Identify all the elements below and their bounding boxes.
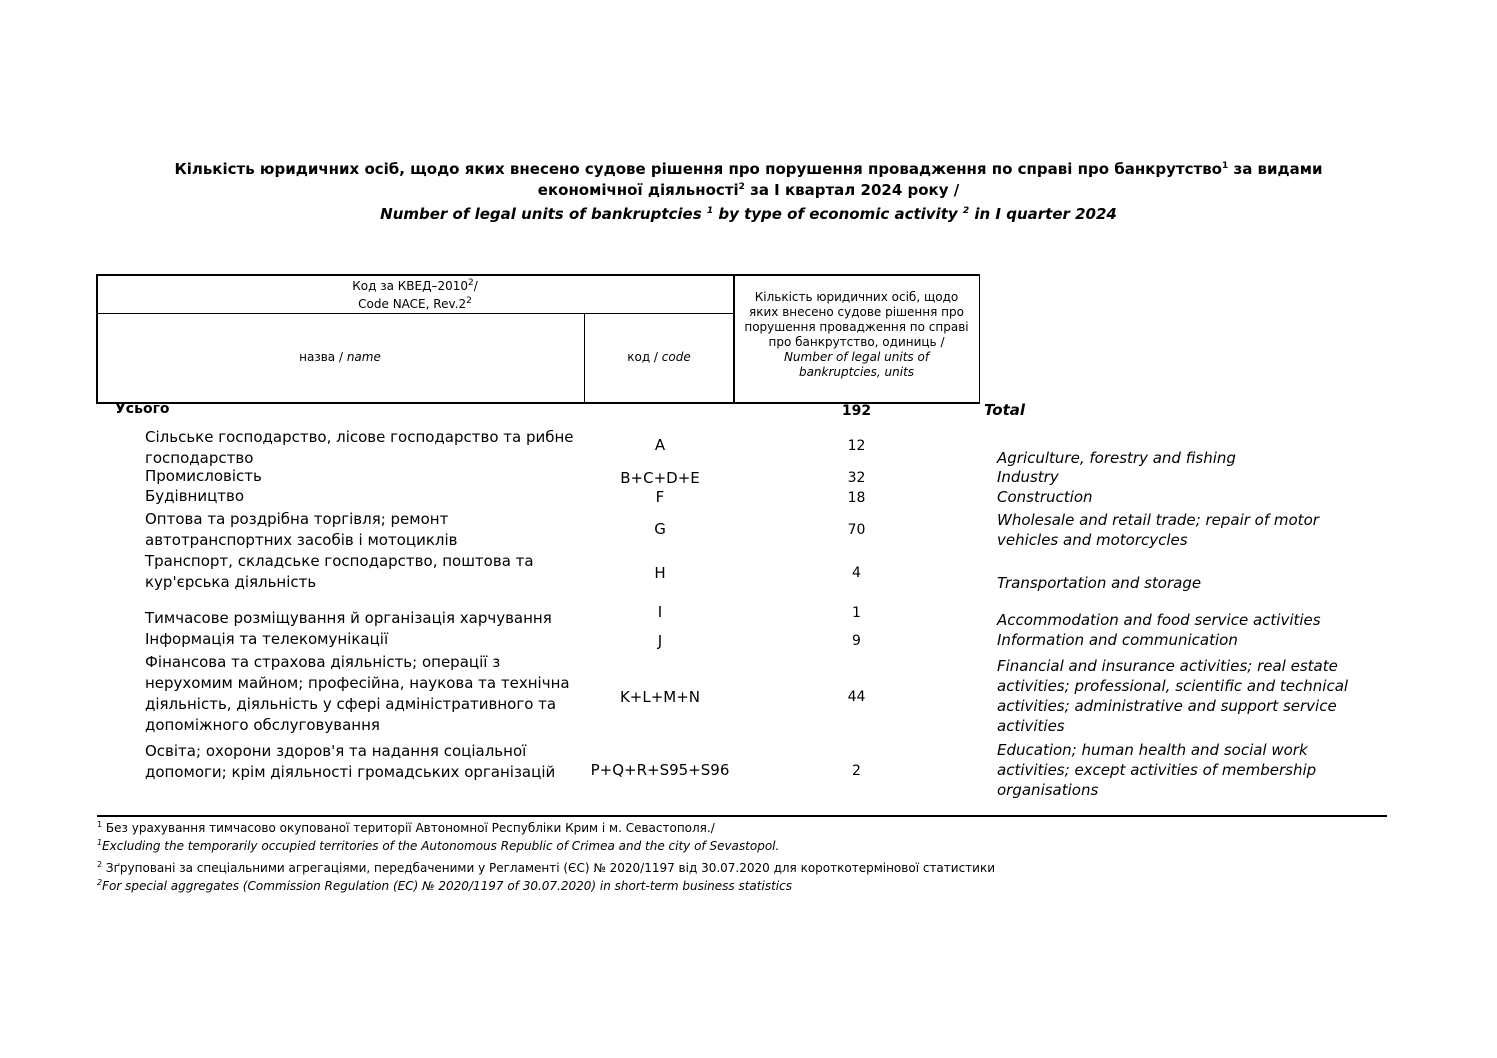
activity-name-ua-line: Фінансова та страхова діяльність; операції з bbox=[145, 653, 501, 671]
activity-name-en-line: Agriculture, forestry and fishing bbox=[997, 449, 1236, 467]
activity-name-en-line: activities; except activities of membership bbox=[997, 761, 1317, 779]
header-divider-horizontal bbox=[96, 313, 734, 314]
activity-name-ua-line: Оптова та роздрібна торгівля; ремонт bbox=[145, 510, 449, 528]
activity-name-ua bbox=[145, 608, 585, 629]
nace-code: B+C+D+E bbox=[620, 469, 700, 487]
nace-code: I bbox=[657, 603, 663, 621]
activity-name-en bbox=[997, 740, 1377, 800]
activity-name-en-line: Wholesale and retail trade; repair of motor bbox=[997, 511, 1319, 529]
activity-name-ua-line: діяльність, діяльність у сфері адміністративного та bbox=[145, 695, 557, 713]
activity-name-en bbox=[997, 656, 1377, 736]
activity-name-en-line: Information and communication bbox=[997, 631, 1238, 649]
activity-name-ua-line: нерухомим майном; професійна, наукова та технічна bbox=[145, 674, 570, 692]
activity-name-ua-line: Транспорт, складське господарство, поштова та bbox=[145, 552, 534, 570]
activity-name-en-line: Construction bbox=[997, 488, 1093, 506]
nace-code: H bbox=[654, 564, 666, 582]
activity-name-ua-line: Освіта; охорони здоров'я та надання соціальної bbox=[145, 742, 527, 760]
bankruptcy-count: 1 bbox=[852, 605, 861, 621]
activity-name-en-line: Education; human health and social work bbox=[997, 741, 1308, 759]
activity-name-en bbox=[997, 448, 1377, 468]
title-line-ua-2: економічної діяльності$^2$ за I квартал 2024 року / bbox=[537, 181, 960, 199]
activity-name-ua-line: Тимчасове розміщування й організація харчування bbox=[145, 609, 552, 627]
activity-name-en-line: Transportation and storage bbox=[997, 574, 1202, 592]
activity-name-ua-line: автотранспортних засобів і мотоциклів bbox=[145, 531, 458, 549]
header-name: назва / name bbox=[299, 350, 381, 364]
bottom-rule bbox=[97, 815, 1387, 817]
activity-name-ua bbox=[145, 551, 585, 593]
activity-name-ua-line: допомоги; крім діяльності громадських організацій bbox=[145, 763, 556, 781]
title-line-en: Number of legal units of bankruptcies $^1$ by type of economic activity $^2$ in I quarter 2024 bbox=[380, 205, 1117, 223]
activity-name-ua-line: Інформація та телекомунікації bbox=[145, 630, 389, 648]
activity-name-ua-line: кур'єрська діяльність bbox=[145, 573, 317, 591]
activity-name-en bbox=[997, 573, 1377, 593]
activity-name-en bbox=[997, 510, 1377, 550]
header-code: код / code bbox=[627, 350, 691, 364]
activity-name-en bbox=[997, 630, 1377, 650]
header-nace-code: Код за КВЕД–2010$^2$/ Code NACE, $Rev.2^2$ bbox=[352, 278, 478, 311]
activity-name-ua bbox=[145, 486, 585, 507]
nace-code: G bbox=[654, 520, 666, 538]
activity-name-en-line: activities bbox=[997, 717, 1065, 735]
activity-name-en bbox=[997, 610, 1377, 630]
bankruptcy-count: 12 bbox=[847, 438, 866, 454]
activity-name-ua bbox=[145, 652, 585, 736]
nace-code: P+Q+R+S95+S96 bbox=[590, 761, 730, 779]
footnote-1-en: $^1$Excluding the temporarily occupied territories of the Autonomous Republic of Crimea and the city of Sevastopol. bbox=[97, 838, 780, 853]
bankruptcy-count: 2 bbox=[852, 763, 861, 779]
activity-name-ua-line: Будівництво bbox=[145, 487, 245, 505]
activity-name-ua-line: Сільське господарство, лісове господарство та рибне bbox=[145, 428, 574, 446]
activity-name-en-line: vehicles and motorcycles bbox=[997, 531, 1188, 549]
activity-name-en-line: Accommodation and food service activities bbox=[997, 611, 1321, 629]
bankruptcy-count: 70 bbox=[847, 522, 866, 538]
activity-name-en-line: Financial and insurance activities; real estate bbox=[997, 657, 1338, 675]
total-label-en: Total bbox=[984, 401, 1026, 419]
activity-name-ua-line: Промисловість bbox=[145, 467, 262, 485]
total-label-ua: Усього bbox=[115, 401, 170, 417]
header-count: Кількість юридичних осіб, щодо яких внесено судове рішення про порушення провадження по справі про банкрутство, одиниць / Number of legal units of bankruptcies, units bbox=[744, 290, 969, 379]
footnote-2-ua: $^2$ Зґруповані за спеціальними агрегаціями, передбаченими у Регламенті (ЄС) № 2020/1197 від 30.07.2020 для короткотермінової статистики bbox=[97, 860, 996, 875]
nace-code: A bbox=[654, 436, 666, 454]
nace-code: F bbox=[655, 488, 665, 506]
footnote-1-ua: $^1$ Без урахування тимчасово окупованої території Автономної Республіки Крим і м. Севастополя./ bbox=[97, 820, 715, 835]
footnote-2-en: $^2$For special aggregates (Commission Regulation (EC) № 2020/1197 of 30.07.2020) in short-term business statistics bbox=[97, 878, 792, 893]
bankruptcy-count: 18 bbox=[847, 490, 866, 506]
activity-name-en-line: organisations bbox=[997, 781, 1099, 799]
activity-name-ua-line: господарство bbox=[145, 449, 254, 467]
activity-name-ua bbox=[145, 466, 585, 487]
activity-name-en-line: activities; administrative and support service bbox=[997, 697, 1337, 715]
activity-name-ua bbox=[145, 427, 585, 469]
bankruptcy-count: 32 bbox=[847, 470, 866, 486]
activity-name-ua bbox=[145, 741, 585, 783]
nace-code: J bbox=[657, 632, 663, 650]
activity-name-en-line: activities; professional, scientific and technical bbox=[997, 677, 1349, 695]
activity-name-ua bbox=[145, 629, 585, 650]
bankruptcy-count: 4 bbox=[852, 565, 861, 581]
activity-name-en bbox=[997, 467, 1377, 487]
total-value: 192 bbox=[841, 403, 872, 419]
nace-code: K+L+M+N bbox=[619, 688, 701, 706]
activity-name-en-line: Industry bbox=[997, 468, 1059, 486]
title-line-ua-1: Кількість юридичних осіб, щодо яких внесено судове рішення про порушення провадження по справі про банкрутство$^1$ за видами bbox=[174, 160, 1323, 178]
bankruptcy-count: 44 bbox=[847, 689, 866, 705]
bankruptcy-count: 9 bbox=[852, 633, 861, 649]
activity-name-ua bbox=[145, 509, 585, 551]
activity-name-en bbox=[997, 487, 1377, 507]
activity-name-ua-line: допоміжного обслуговування bbox=[145, 716, 380, 734]
